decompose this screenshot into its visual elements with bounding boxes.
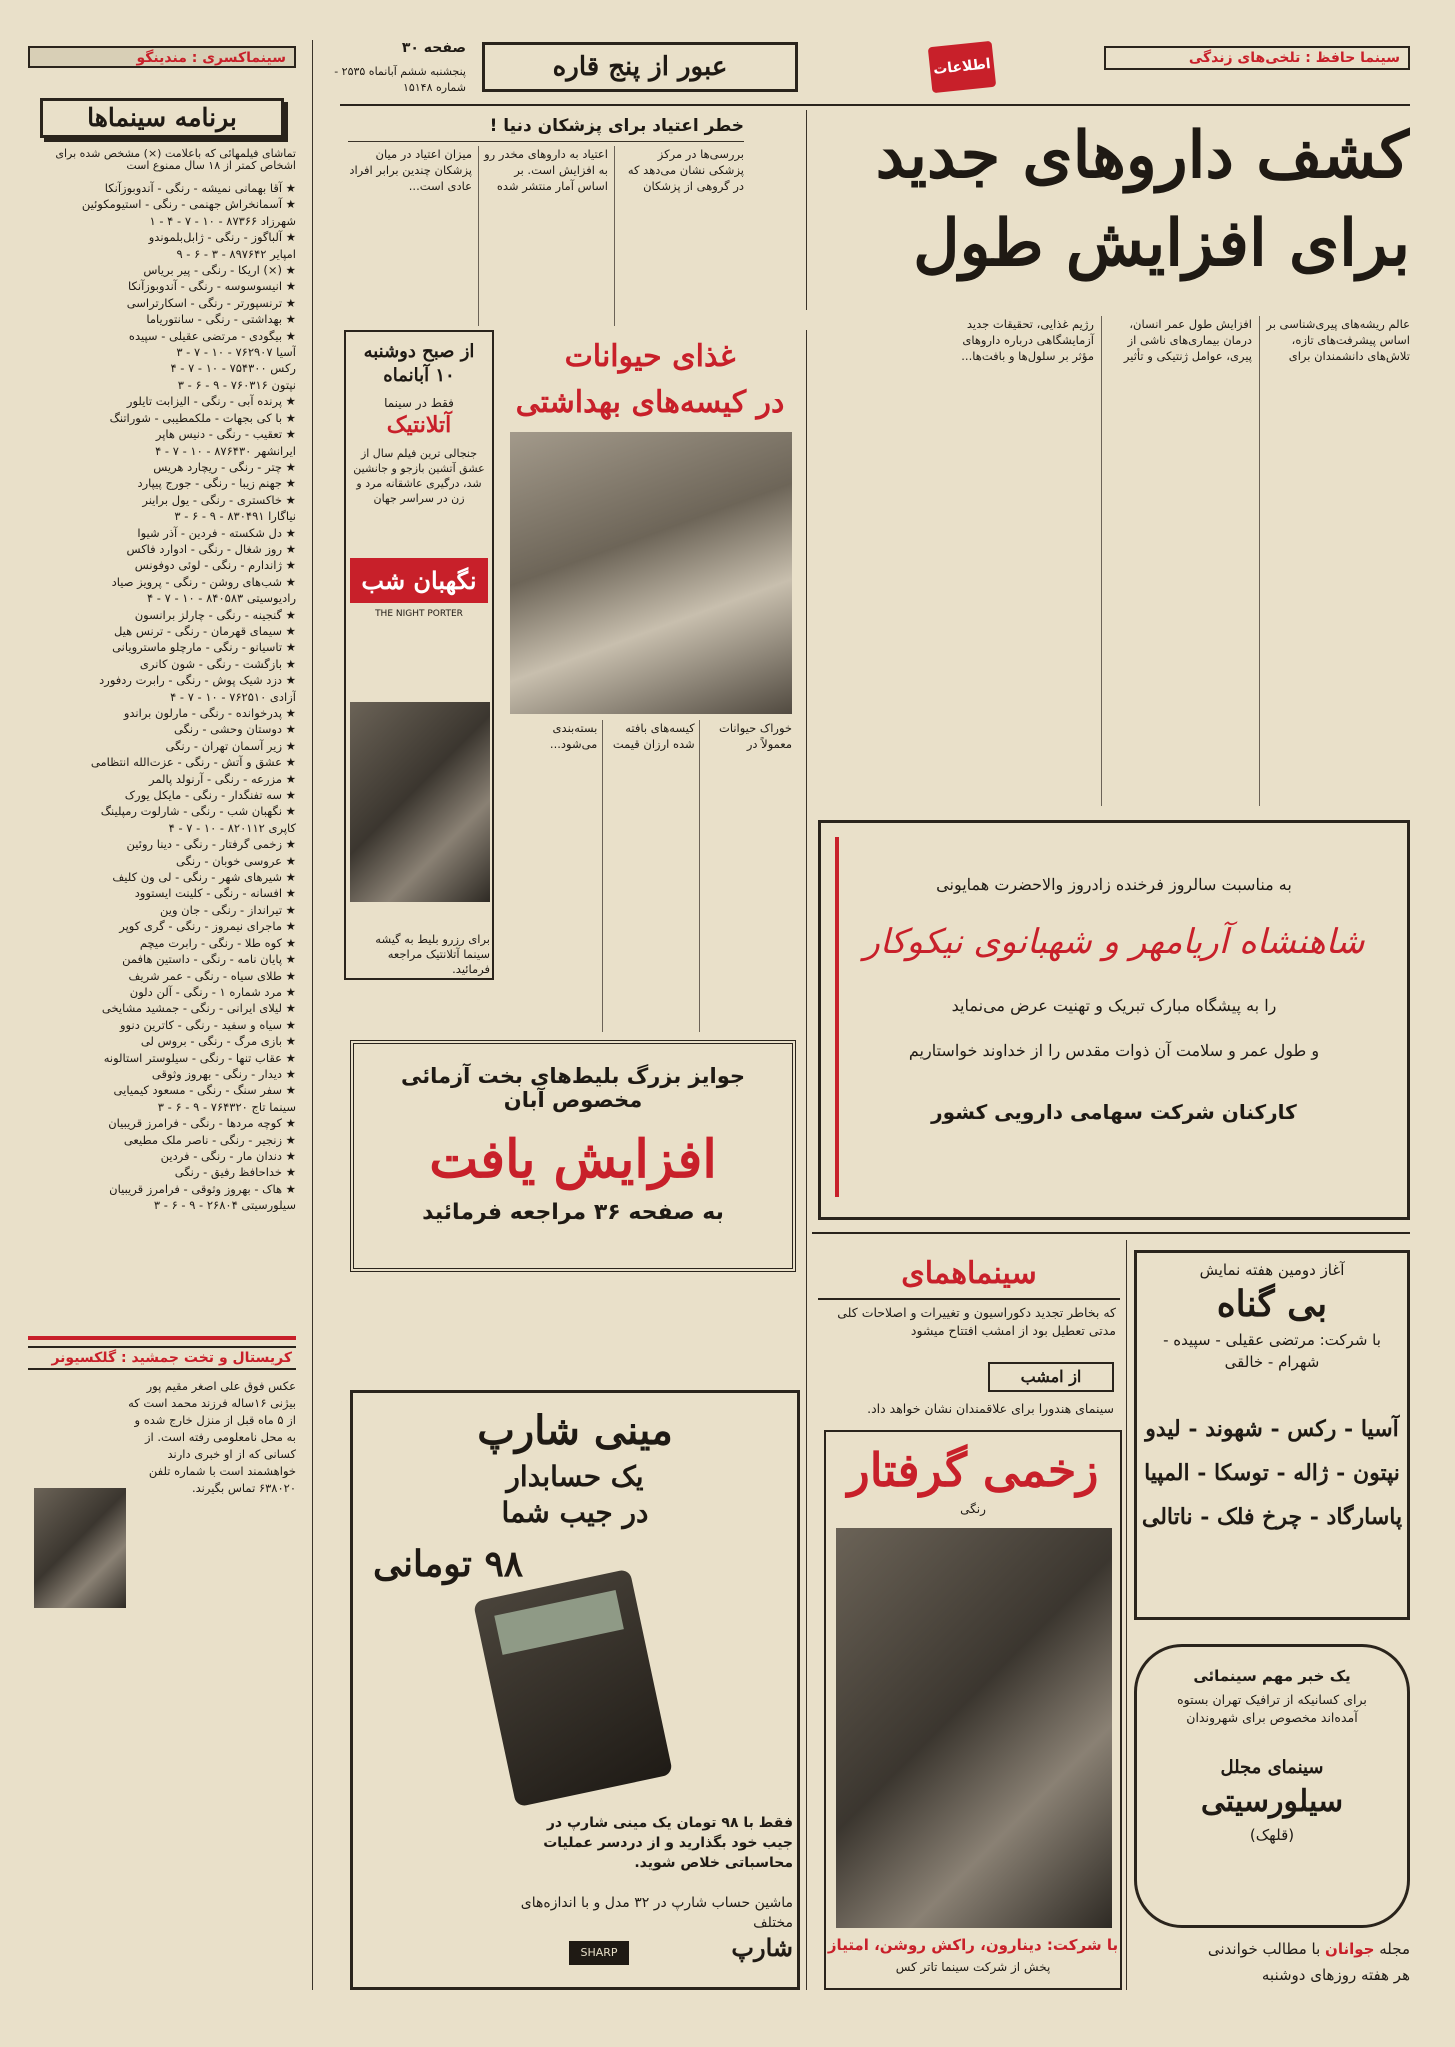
program-item: ★ کوه طلا - رنگی - رابرت میچم bbox=[139, 935, 296, 950]
program-item: ★ دوستان وحشی - رنگی bbox=[173, 722, 296, 737]
program-item: ★ انیسوسوسه - رنگی - آندوبوزآنکا bbox=[128, 279, 296, 294]
atlantic-cinema: آتلانتیک bbox=[386, 412, 452, 438]
silver-text: برای کسانیکه از ترافیک تهران بستوه آمده‌اند مخصوص برای شهروندان bbox=[1177, 1692, 1367, 1725]
atlantic-film-banner bbox=[350, 558, 488, 603]
program-item: ★ شیرهای شهر - رنگی - لی ون کلیف bbox=[112, 870, 296, 885]
program-item: ★ پایان نامه - رنگی - داستین هافمن bbox=[122, 952, 296, 967]
doctors-headline: خطر اعتیاد برای پزشکان دنیا ! bbox=[348, 116, 744, 142]
program-item: ★ زنجیر - رنگی - ناصر ملک مطیعی bbox=[123, 1132, 296, 1147]
silver-cinema-3: (قلهک) bbox=[1249, 1826, 1295, 1844]
homa-note: سینمای هندورا برای علاقمندان نشان خواهد داد. bbox=[867, 1401, 1114, 1416]
sharp-note: ماشین حساب شارپ در ۳۲ مدل و با اندازه‌های مختلف bbox=[520, 1895, 793, 1931]
program-item: سیلورسیتی ۲۶۸۰۴ - ۹ - ۶ - ۳ bbox=[153, 1198, 296, 1213]
page-number: صفحه ۳۰ bbox=[401, 40, 466, 56]
program-item: سینما تاج ۷۶۴۳۲۰ - ۹ - ۶ - ۳ bbox=[157, 1099, 296, 1114]
program-item: ★ تاسیانو - رنگی - مارچلو ماسترویانی bbox=[112, 640, 296, 655]
program-item: نیاگارا ۸۳۰۴۹۱ - ۹ - ۶ - ۳ bbox=[174, 509, 296, 524]
program-item: ★ خاکستری - رنگی - یول براینر bbox=[142, 492, 296, 507]
column-title: عبور از پنج قاره bbox=[552, 52, 728, 82]
program-item: ★ نگهبان شب - رنگی - شارلوت رمپلینگ bbox=[100, 804, 296, 819]
atlantic-ad bbox=[344, 330, 494, 980]
sharp-brand: مینی شارپ bbox=[477, 1407, 673, 1454]
program-item: ★ جهنم زیبا - رنگی - جورج پیپارد bbox=[137, 476, 296, 491]
magazine-line-2: هر هفته روزهای دوشنبه bbox=[1261, 1966, 1410, 1984]
bigonah-cinemas-2: نپتون - ژاله - توسکا - المپیا bbox=[1144, 1460, 1400, 1486]
program-item: ★ سیمای قهرمان - رنگی - ترنس هیل bbox=[113, 623, 296, 638]
top-left-header bbox=[28, 46, 296, 68]
program-item: ایرانشهر ۸۷۶۴۳۰ - ۱۰ - ۷ - ۴ bbox=[155, 443, 296, 458]
program-item: ★ سه تفنگدار - رنگی - مایکل یورک bbox=[124, 788, 296, 803]
crystal-title: کریستال و تخت جمشید : گلکسیونر bbox=[51, 1350, 292, 1366]
atlantic-only-in: فقط در سینما bbox=[384, 396, 454, 410]
program-item: آزادی ۷۶۲۵۱۰ - ۱۰ - ۷ - ۴ bbox=[170, 689, 296, 704]
congrats-signature: کارکنان شرکت سهامی دارویی کشور bbox=[931, 1100, 1297, 1124]
congrats-red-bar bbox=[835, 837, 839, 1197]
atlantic-title-1: از صبح دوشنبه bbox=[363, 341, 475, 362]
cinema-program-intro: تماشای فیلمهائی که باعلامت (×) مشخص شده برای اشخاص کمتر از ۱۸ سال ممنوع است bbox=[55, 148, 296, 172]
sharp-ad bbox=[350, 1390, 800, 1990]
sharp-price: ۹۸ تومانی bbox=[373, 1543, 524, 1585]
homa-tonight-box bbox=[988, 1362, 1114, 1392]
silver-line-1: یک خبر مهم سینمائی bbox=[1193, 1667, 1351, 1685]
program-item: ★ بازی مرگ - رنگی - بروس لی bbox=[140, 1034, 296, 1049]
date-line: پنجشنبه ششم آبانماه ۲۵۳۵ - شماره ۱۵۱۴۸ bbox=[334, 65, 466, 94]
lottery-headline: افزایش یافت bbox=[429, 1129, 717, 1190]
food-caption: خوراک حیوانات معمولاً در کیسه‌های بافته شده ارزان قیمت بسته‌بندی می‌شود... bbox=[549, 721, 792, 751]
bigonah-title: بی گناه bbox=[1216, 1283, 1328, 1325]
main-article-body: عالم ریشه‌های پیری‌شناسی بر اساس پیشرفت‌های تازه، تلاش‌های دانشمندان برای افزایش طول عمر انسان، درمان بیماری‌های ناشی از پیری، عوامل ژنتیکی و تأثیر رژیم غذایی، تحقیقات جدید آزمایشگاهی درباره داروهای مؤثر بر سلول‌ها و بافت‌ها... bbox=[961, 317, 1410, 363]
atlantic-film-title-en: THE NIGHT PORTER bbox=[375, 609, 463, 619]
program-item: رادیوسیتی ۸۴۰۵۸۳ - ۱۰ - ۷ - ۴ bbox=[146, 591, 296, 606]
column-title-box bbox=[482, 42, 798, 92]
lottery-ad bbox=[350, 1040, 796, 1272]
program-item: ★ تیرانداز - رنگی - جان وین bbox=[160, 902, 296, 917]
program-item: ★ ژاندارم - رنگی - لوئی دوفونس bbox=[134, 558, 296, 573]
silver-city-ad bbox=[1134, 1644, 1410, 1928]
program-item: امپایر ۸۹۷۶۴۲ - ۳ - ۶ - ۹ bbox=[176, 246, 296, 261]
program-item: ★ مزرعه - رنگی - آرنولد پالمر bbox=[149, 771, 296, 786]
program-item: ★ سیاه و سفید - رنگی - کاترین دنوو bbox=[120, 1017, 296, 1032]
calculator-image bbox=[473, 1569, 673, 1808]
program-item: رکس ۷۵۴۳۰۰ - ۱۰ - ۷ - ۴ bbox=[170, 361, 296, 376]
cinema-right-label: سینما حافظ : تلخی‌های زندگی bbox=[1188, 50, 1400, 66]
zakhmi-footer: پخش از شرکت سینما تاتر کس bbox=[895, 1960, 1051, 1974]
cinema-left-label: سینماکسری : مندینگو bbox=[136, 50, 286, 66]
left-column-rule bbox=[312, 40, 313, 1990]
missing-person-caption: عکس فوق علی اصغر مقیم پور بیژنی ۱۶ساله فرزند محمد است که از ۵ ماه قبل از منزل خارج شده و به محل نامعلومی رفته است. از کسانی که از او خبری دارند خواهشمند است با شماره تلفن ۶۳۸۰۲۰ تماس بگیرند. bbox=[128, 1379, 296, 1495]
homa-tonight: از امشب bbox=[1020, 1367, 1082, 1386]
sharp-logo-fa: شارپ bbox=[731, 1933, 793, 1962]
zakhmi-stars: با شرکت: دینارون، راکش روشن، امتیاز bbox=[827, 1936, 1119, 1954]
center-column-rule bbox=[806, 330, 807, 1990]
food-headline-2: در کیسه‌های بهداشتی bbox=[515, 385, 785, 420]
top-right-header bbox=[1104, 46, 1410, 70]
program-item: ★ بیگودی - مرتضی عقیلی - سپیده bbox=[128, 328, 296, 343]
program-item: ★ عشق و آتش - رنگی - عزت‌الله انتظامی bbox=[90, 755, 296, 770]
program-item: ★ آسمانخراش جهنمی - رنگی - استیومکوئین bbox=[81, 197, 296, 212]
cinema-program-title-box bbox=[40, 98, 284, 138]
congrats-line-2: را به پیشگاه مبارک تبریک و تهنیت عرض می‌نماید bbox=[951, 996, 1277, 1015]
program-item: نپتون ۷۶۰۳۱۶ - ۹ - ۶ - ۳ bbox=[177, 377, 296, 392]
crystal-top-rule bbox=[28, 1336, 296, 1340]
program-item: ★ آقا بهمانی نمیشه - رنگی - آندوبوزآنکا bbox=[104, 181, 296, 195]
program-item: ★ زیر آسمان تهران - رنگی bbox=[165, 738, 296, 753]
doctors-body: بررسی‌ها در مرکز پزشکی نشان می‌دهد که در گروهی از پزشکان اعتیاد به داروهای مخدر رو به افزایش است. بر اساس آمار منتشر شده میزان اعتیاد در میان پزشکان چندین برابر افراد عادی است... bbox=[349, 147, 744, 193]
program-item: ★ بهداشتی - رنگی - سانتوریاما bbox=[146, 312, 296, 327]
program-item: ★ بازگشت - رنگی - شون کانری bbox=[139, 656, 296, 671]
program-item: ★ آلباگوز - رنگی - ژابل‌بلموندو bbox=[148, 230, 296, 245]
cinema-program-title: برنامه سینماها bbox=[87, 103, 237, 132]
silver-cinema-2: سیلورسیتی bbox=[1200, 1784, 1344, 1819]
sharp-line-1: یک حسابدار bbox=[506, 1460, 644, 1493]
program-item: شهرزاد ۸۷۳۶۶ - ۱۰ - ۷ - ۴ - ۱ bbox=[149, 213, 296, 228]
magazine-prefix: مجله bbox=[1379, 1940, 1410, 1958]
program-item: ★ زخمی گرفتار - رنگی - دینا روئین bbox=[126, 837, 296, 852]
atlantic-description: جنجالی ترین فیلم سال از عشق آتشین بازجو و جانشین شد، درگیری عاشقانه مرد و زن در سراسر جهان bbox=[353, 447, 485, 505]
program-item: ★ افسانه - رنگی - کلینت ایستوود bbox=[134, 886, 296, 901]
program-item: ★ دل شکسته - فردین - آذر شیوا bbox=[137, 525, 296, 540]
program-item: ★ کوچه مردها - رنگی - فرامرز قریبیان bbox=[108, 1116, 296, 1131]
bigonah-cinemas-1: آسیا - رکس - شهوند - لیدو bbox=[1145, 1416, 1399, 1442]
program-item: کاپری ۸۲۰۱۱۲ - ۱۰ - ۷ - ۴ bbox=[168, 820, 296, 835]
program-item: ★ دیدار - رنگی - بهروز وثوقی bbox=[151, 1066, 296, 1081]
lottery-line-2: به صفحه ۳۶ مراجعه فرمائید bbox=[422, 1200, 724, 1225]
program-item: ★ تعقیب - رنگی - دنیس هاپر bbox=[155, 427, 296, 442]
mid-right-rule bbox=[812, 1232, 1410, 1234]
cinema-program-list bbox=[28, 180, 296, 1332]
sharp-line-2: در جیب شما bbox=[501, 1496, 649, 1529]
magazine-name: جوانان bbox=[1325, 1940, 1375, 1958]
program-item: ★ ماجرای نیمروز - رنگی - گری کوپر bbox=[119, 919, 296, 934]
program-item: ★ دزد شیک پوش - رنگی - رابرت ردفورد bbox=[99, 673, 296, 688]
magazine-text: با مطالب خواندنی bbox=[1207, 1940, 1321, 1958]
atlantic-film-title: نگهبان شب bbox=[361, 566, 477, 595]
program-item: ★ عقاب تنها - رنگی - سیلوستر استالونه bbox=[103, 1050, 296, 1065]
zakhmi-title: زخمی گرفتار bbox=[847, 1443, 1099, 1497]
logo-text: اطلاعات bbox=[932, 56, 992, 78]
program-item: ★ عروسی خوبان - رنگی bbox=[176, 853, 296, 868]
program-item: ★ پرنده آبی - رنگی - الیزابت تایلور bbox=[126, 394, 296, 409]
program-item: ★ ترنسپورتر - رنگی - اسکارتراسی bbox=[126, 295, 296, 310]
congrats-names: شاهنشاه آریامهر و شهبانوی نیکوکار bbox=[863, 922, 1365, 962]
lottery-line-1: جوایز بزرگ بلیط‌های بخت آزمائی مخصوص آبان bbox=[401, 1064, 745, 1112]
program-item: ★ چتر - رنگی - ریچارد هریس bbox=[153, 459, 296, 474]
program-item: آسیا ۷۶۲۹۰۷ - ۱۰ - ۷ - ۳ bbox=[176, 345, 296, 360]
zakhmi-photo bbox=[836, 1528, 1112, 1928]
header-rule bbox=[340, 104, 1410, 106]
program-item: ★ خداحافظ رفیق - رنگی bbox=[174, 1165, 296, 1180]
program-item: ★ پدرخوانده - رنگی - مارلون براندو bbox=[123, 706, 296, 720]
bigonah-line-1: آغاز دومین هفته نمایش bbox=[1199, 1261, 1345, 1279]
atlantic-title-2: ۱۰ آبانماه bbox=[383, 365, 455, 386]
congrats-ad bbox=[818, 820, 1410, 1220]
silver-cinema-1: سینمای مجلل bbox=[1220, 1757, 1324, 1778]
program-item: ★ هاک - بهروز وثوقی - فرامرز قریبیان bbox=[109, 1181, 296, 1196]
program-item: ★ دندان مار - رنگی - فردین bbox=[160, 1148, 296, 1163]
factory-photo bbox=[510, 432, 792, 714]
main-headline-2: برای افزایش طول bbox=[913, 206, 1410, 281]
atlantic-footer: برای رزرو بلیط به گیشه سینما آتلانتیک مراجعه فرمائید. bbox=[375, 932, 490, 976]
bigonah-ad bbox=[1134, 1250, 1410, 1620]
sharp-body: فقط با ۹۸ تومان یک مینی شارپ در جیب خود بگذارید و از دردسر عملیات محاسباتی خلاص شوید. bbox=[543, 1815, 793, 1871]
sharp-logo: SHARP bbox=[569, 1941, 629, 1965]
bigonah-cinemas-3: پاسارگاد - چرخ فلک - ناتالی bbox=[1141, 1504, 1403, 1530]
logo-stamp bbox=[928, 41, 996, 93]
right-column-rule bbox=[1126, 1240, 1127, 1990]
program-item: ★ لیلای ایرانی - رنگی - جمشید مشایخی bbox=[101, 1001, 296, 1016]
night-porter-photo bbox=[350, 702, 490, 902]
program-item: ★ گنجینه - رنگی - چارلز برانسون bbox=[134, 607, 296, 622]
program-item: ★ با کی بجهات - ملکمطیبی - شوراتنگ bbox=[109, 410, 296, 425]
bigonah-cast: با شرکت: مرتضی عقیلی - سپیده - شهرام - خالقی bbox=[1163, 1331, 1381, 1371]
program-item: ★ شب‌های روشن - رنگی - پرویز صیاد bbox=[111, 574, 296, 589]
program-item: ★ طلای سیاه - رنگی - عمر شریف bbox=[128, 968, 296, 983]
congrats-line-3: و طول عمر و سلامت آن ذوات مقدس را از خداوند خواستاریم bbox=[908, 1041, 1320, 1060]
food-headline-1: غذای حیوانات bbox=[564, 339, 736, 374]
missing-person-photo bbox=[34, 1488, 126, 1608]
calculator-screen bbox=[494, 1590, 624, 1655]
program-item: ★ (×) اریکا - رنگی - پیر بریاس bbox=[143, 263, 296, 278]
main-headline-1: کشف داروهای جدید bbox=[875, 118, 1410, 193]
magazine-line-1 bbox=[1134, 1940, 1410, 1962]
homa-title: سینماهمای bbox=[818, 1250, 1120, 1300]
program-item: ★ روز شغال - رنگی - ادوارد فاکس bbox=[126, 541, 296, 556]
crystal-header bbox=[28, 1346, 296, 1370]
zakhmi-poster bbox=[824, 1430, 1122, 1990]
zakhmi-small: رنگی bbox=[960, 1502, 986, 1516]
program-item: ★ مرد شماره ۱ - رنگی - آلن دلون bbox=[129, 984, 296, 999]
congrats-line-1: به مناسبت سالروز فرخنده زادروز والاحضرت همایونی bbox=[936, 875, 1292, 894]
main-headline-rule bbox=[806, 110, 807, 310]
program-item: ★ سفر سنگ - رنگی - مسعود کیمیایی bbox=[113, 1083, 296, 1098]
homa-text: که بخاطر تجدید دکوراسیون و تغییرات و اصلاحات کلی مدتی تعطیل بود از امشب افتتاح میشود bbox=[837, 1305, 1116, 1338]
